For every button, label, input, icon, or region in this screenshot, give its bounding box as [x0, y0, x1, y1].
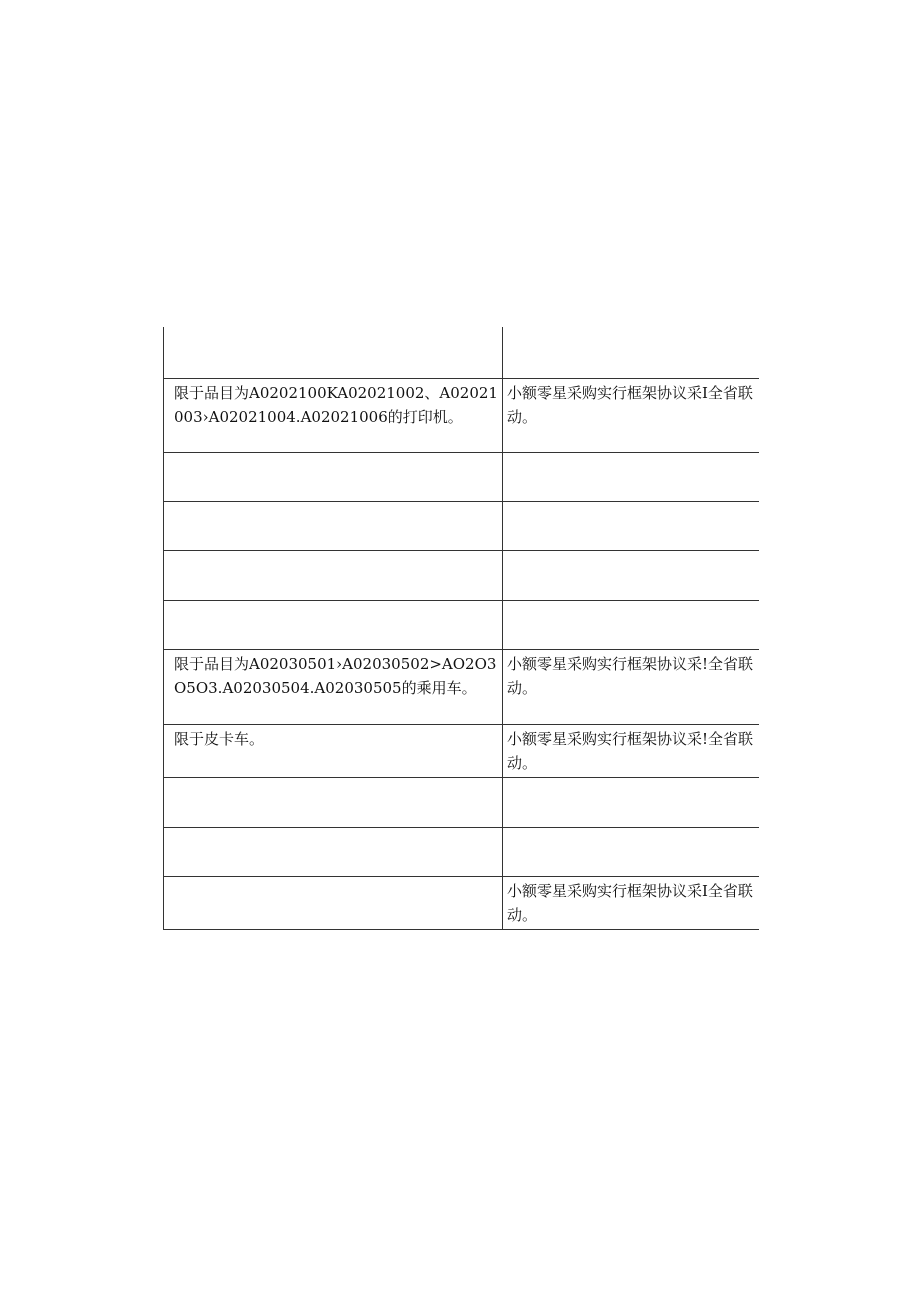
method-cell: [503, 600, 759, 649]
scope-cell: [164, 827, 503, 876]
scope-cell: [164, 501, 503, 550]
table-row: [164, 378, 759, 452]
scope-cell: 限于皮卡车。: [164, 724, 503, 777]
method-cell: [503, 827, 759, 876]
method-cell: [503, 501, 759, 550]
scope-cell: 限于品目为A0202100KA02021002、A02021003›A02021004.A02021006的打印机。: [164, 378, 503, 452]
scope-cell: 限于品目为A02030501›A02030502>AO2O3O5O3.A02030504.A02030505的乘用车。: [164, 649, 503, 724]
table-row: [164, 600, 759, 649]
scope-cell: [164, 327, 503, 378]
table-row: [164, 649, 759, 724]
method-cell: [503, 777, 759, 827]
table-body: [164, 327, 759, 929]
scope-cell: [164, 550, 503, 600]
scope-cell: [164, 876, 503, 929]
method-cell: [503, 452, 759, 501]
table-row: [164, 724, 759, 777]
table-row: [164, 827, 759, 876]
table-row: [164, 501, 759, 550]
table-row: [164, 327, 759, 378]
table-row: [164, 876, 759, 929]
scope-cell: [164, 452, 503, 501]
scope-cell: [164, 777, 503, 827]
method-cell: 小额零星采购实行框架协议采I全省联动。: [503, 876, 759, 929]
table-row: [164, 550, 759, 600]
procurement-table: [163, 327, 759, 930]
method-cell: 小额零星采购实行框架协议采!全省联动。: [503, 724, 759, 777]
method-cell: 小额零星采购实行框架协议采I全省联动。: [503, 378, 759, 452]
scope-cell: [164, 600, 503, 649]
method-cell: [503, 550, 759, 600]
table-row: [164, 777, 759, 827]
method-cell: [503, 327, 759, 378]
table-row: [164, 452, 759, 501]
method-cell: 小额零星采购实行框架协议采!全省联动。: [503, 649, 759, 724]
